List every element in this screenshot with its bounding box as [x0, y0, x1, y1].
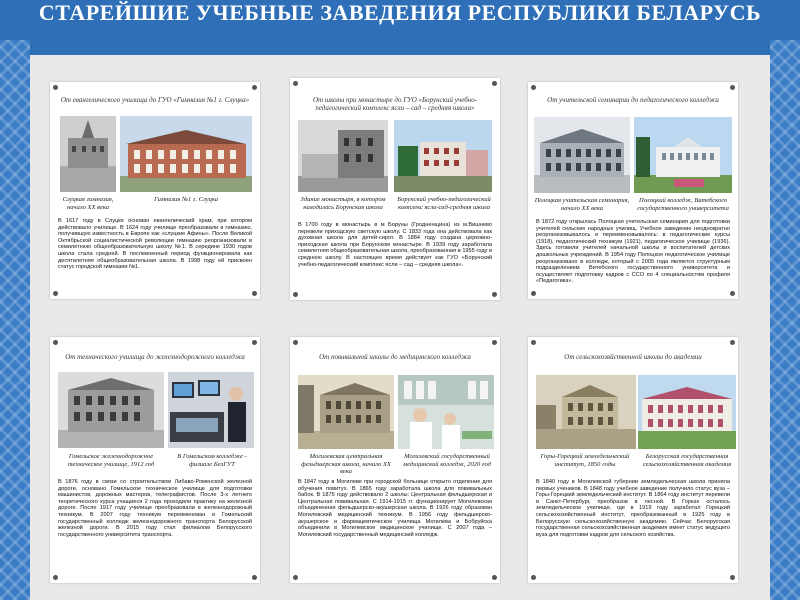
exhibit-board: [30, 55, 770, 600]
pin: [293, 575, 298, 580]
pin: [53, 575, 58, 580]
medical-lab-photo: [398, 375, 494, 449]
pin: [531, 340, 536, 345]
medical-school-old-photo: [298, 375, 394, 449]
pin: [492, 340, 497, 345]
pin: [252, 291, 257, 296]
pin: [492, 575, 497, 580]
card-description: В 1840 году в Могилевской губернии земледельческая школа приняла первых учеников. В 1848 году учебное заведение получило статус вуза – Горы-Горецкий земледельческий институт. В 1864 году институт перевели в Санкт-Петербург, преобразов в лесной. В Горках осталось земледельческое училище, где в 1919 году заработал Горецкий сельскохозяйственный институт, преобразованный в 1925 году в Белорусскую сельскохозяйственную академию. Сейчас Белорусская государственная сельскохозяйственная академия имеет статус ведущего вуза для подготовки кадров для сельского хозяйства.: [536, 479, 730, 538]
pin: [293, 81, 298, 86]
railway-school-photo: [58, 372, 164, 448]
photo-caption: В Гомельском колледже - филиале БелГУТ: [177, 453, 247, 468]
page-title: СТАРЕЙШИЕ УЧЕБНЫЕ ЗАВЕДЕНИЯ РЕСПУБЛИКИ БЕЛАРУСЬ: [38, 0, 762, 25]
photo-caption: Могилевский государственный медицинский колледж, 2020 год: [403, 453, 491, 468]
pin: [531, 575, 536, 580]
photo-caption: Полоцкая учительская семинария, начало ХХ века: [534, 197, 630, 212]
pin: [53, 291, 58, 296]
photo-caption: Гимназия №1 г. Слуцка: [154, 196, 218, 203]
ornament-right: [770, 40, 800, 600]
card-slutsk-gymnasium: [50, 82, 260, 299]
photo-caption: Горы-Горецкий земледельческий институт, 1850 годы: [540, 453, 630, 468]
pin: [252, 575, 257, 580]
pin: [730, 85, 735, 90]
photo-caption: Полоцкий колледж, Витебского государственного университета: [637, 197, 729, 212]
card-description: В 1847 году в Могилеве при городской больнице открыто отделение для обучения повитух. В 1865 году заработала школа для повивальных бабок. В 1875 году действовало 2 школы: Центральная фельдшерская и Центральная повивальная. С 1914-1915 гг. функционирует Могилевская объединенная фельдшерско-акушерская школа. В 1926 году образован Могилевский медицинский техникум. В 1956 году фельдшерско-акушерское и фармацевтическое училища Могилева и Бобруйска объединили в Могилевское медицинское училище. С 2007 года – Могилевский государственный медицинский колледж.: [298, 479, 492, 538]
academy-building-photo: [638, 375, 736, 449]
photo-caption: Борунский учебно-педагогический комплекс ясли-сад-средняя школа: [397, 196, 491, 211]
classroom-simulator-photo: [168, 372, 254, 448]
polotsk-college-photo: [634, 117, 732, 193]
card-heading: От евангелического училища до ГУО «Гимназия №1 г. Слуцка»: [60, 96, 250, 104]
card-mogilev-medical-college: [290, 337, 500, 583]
card-boruny-school: [290, 78, 500, 300]
card-description: В 1876 году в связи со строительством Либаво-Роменской железной дороги, основано Гомельское техническое училище для подготовки машинистов, дорожных мастеров, телеграфистов. После 3-х летнего теоретического курса учащиеся 2 года проходили практику на железной дороге. После 1917 году училище преобразовали в железнодорожный техникум. В 2007 году техникум переименован в Гомельский государственный колледж железнодорожного транспорта Белорусской железной дороги. В 2015 году стал филиалом Белорусского государственного университета транспорта.: [58, 479, 252, 538]
pin: [293, 292, 298, 297]
pin: [252, 85, 257, 90]
photo-caption: Слуцкая гимназия, начало ХХ века: [62, 196, 114, 211]
pin: [53, 85, 58, 90]
card-description: В 1700 году в монастырь в м Боруны (Гродненщина) из м.Вишнево перевели приходскую светскую школу. С 1833 года она действовала как духовная школа для детей-сирот. В 1884 году создана церковно-приходская школа при Борунском монастыре. В 1939 году заработала семилетняя общеобразовательная школа, преобразованная в 1955 году в среднюю школу. В настоящее время действует как ГУО «Борунский учебно-педагогический комплекс ясли – сад – средняя школа».: [298, 222, 492, 268]
card-description: В 1872 году открылась Полоцкая учительская семинария для подготовки учителей сельских народных училищ. Учебное заведение неоднократно реорганизовывалось и переименовывалось: в педагогические курсы (1918), педагогический техникум (1921), педагогическое училище (1936). Здесь готовили учителей начальной школы и воспитателей детских дошкольных учреждений. В 1954 году Полоцкое педагогическое училище реорганизовано в колледж, который с 2005 года является структурным подразделением Витебского государственного университета и осуществляет подготовку кадров с ССО по 4 специальностям профиля «Педагогика».: [536, 219, 730, 285]
pin: [730, 575, 735, 580]
pin: [53, 340, 58, 345]
gymnasium-building-photo: [120, 116, 252, 192]
ornament-left: [0, 40, 30, 600]
pin: [293, 340, 298, 345]
pin: [492, 81, 497, 86]
card-polotsk-college: [528, 82, 738, 299]
card-heading: От учительской семинарии до педагогического колледжа: [547, 96, 719, 104]
school-complex-photo: [394, 120, 492, 192]
card-heading: От школы при монастыре до ГУО «Борунский учебно-педагогический комплекс ясли – сад – средняя школа»: [312, 96, 478, 112]
card-gomel-railway-college: [50, 337, 260, 583]
seminary-photo: [534, 117, 630, 193]
card-description: В 1617 году в Слуцке основан евангелический храм, при котором действовало училище. В 1624 году училище преобразовали в гимназию, получившую известность в Европе как «слуцкие Афины». После Великой Октябрьской социалистической революции гимназию реорганизовали в семилетнюю общеобразовательную школу №1. В середине 1930 годов школа стала средней. В послевоенный период функционировала как десятилетняя общеобразовательная школа. В 1998 году ей присвоен статус городской гимназии №1.: [58, 218, 252, 271]
pin: [492, 292, 497, 297]
card-heading: От повивальной школы до медицинского колледжа: [319, 353, 471, 361]
photo-caption: Белорусская государственная сельскохозяйственная академия: [642, 453, 732, 468]
card-agricultural-academy: [528, 337, 738, 583]
pin: [531, 291, 536, 296]
card-heading: От сельскохозяйственной школы до академии: [564, 353, 702, 361]
pin: [252, 340, 257, 345]
pin: [730, 340, 735, 345]
pin: [730, 291, 735, 296]
photo-caption: Могилевская центральная фельдшерская школа, начало ХХ века: [301, 453, 391, 475]
monastery-photo: [298, 120, 388, 192]
agricultural-institute-photo: [536, 375, 636, 449]
card-heading: От технического училища до железнодорожного колледжа: [65, 353, 245, 361]
photo-caption: Гомельское железнодорожное техническое училище, 1912 год: [67, 453, 155, 468]
old-gymnasium-photo: [60, 116, 116, 192]
pin: [531, 85, 536, 90]
photo-caption: Здание монастыря, в котором находилась Борунская школа: [300, 196, 386, 211]
